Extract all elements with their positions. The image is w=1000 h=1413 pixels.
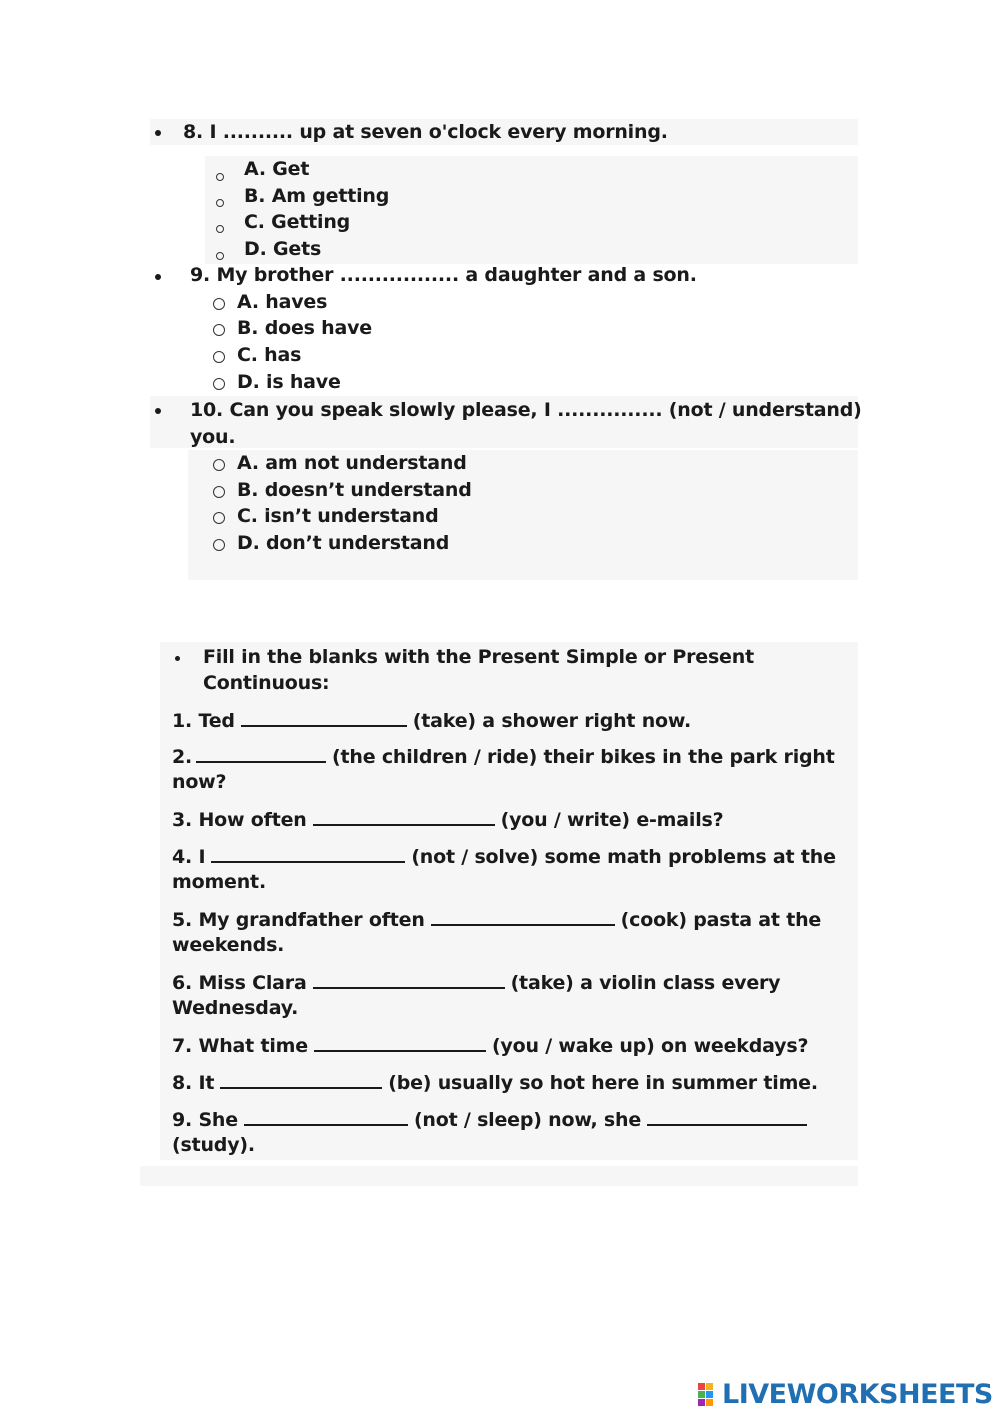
fill-item-8-end: (be) usually so hot here in summer time. — [388, 1072, 818, 1094]
question-10-option-b[interactable]: B. doesn’t understand — [237, 479, 472, 501]
fill-item-8-start: 8. It — [172, 1072, 215, 1094]
option-marker — [213, 324, 225, 336]
question-9-option-a[interactable]: A. haves — [237, 291, 328, 313]
blank-field[interactable] — [314, 1032, 486, 1052]
option-marker — [213, 378, 225, 390]
question-8-option-d[interactable]: D. Gets — [244, 238, 322, 260]
fill-item-2-start: 2. — [172, 746, 193, 768]
fill-item-4 — [172, 843, 836, 870]
fill-item-6-cont: Wednesday. — [172, 997, 299, 1019]
option-marker — [213, 459, 225, 471]
fill-item-5-end: (cook) pasta at the — [620, 909, 822, 931]
fill-blanks-bottom-shade — [140, 1166, 858, 1186]
fill-item-6-start: 6. Miss Clara — [172, 972, 307, 994]
fill-item-7-end: (you / wake up) on weekdays? — [491, 1035, 809, 1057]
option-marker — [216, 252, 224, 260]
fill-item-9 — [172, 1106, 813, 1133]
fill-item-1 — [172, 707, 691, 734]
bullet — [155, 408, 161, 414]
question-8-option-c[interactable]: C. Getting — [244, 211, 351, 233]
question-8-option-b[interactable]: B. Am getting — [244, 185, 390, 207]
fill-item-4-end: (not / solve) some math problems at the — [411, 846, 836, 868]
logo-mark-icon — [698, 1381, 720, 1407]
option-marker — [216, 225, 224, 233]
fill-item-6-end: (take) a violin class every — [510, 972, 781, 994]
option-marker — [213, 298, 225, 310]
fill-item-5-cont: weekends. — [172, 934, 285, 956]
fill-item-3-end: (you / write) e-mails? — [500, 809, 724, 831]
fill-item-3 — [172, 806, 723, 833]
fill-item-6 — [172, 969, 780, 996]
fill-item-7 — [172, 1032, 808, 1059]
logo-text: LIVEWORKSHEETS — [722, 1378, 993, 1410]
fill-item-8 — [172, 1069, 818, 1096]
blank-field[interactable] — [313, 806, 495, 826]
fill-item-2-cont: now? — [172, 771, 227, 793]
fill-item-5 — [172, 906, 821, 933]
option-marker — [216, 173, 224, 181]
fill-item-4-start: 4. I — [172, 846, 206, 868]
fill-item-9-cont: (study). — [172, 1134, 255, 1156]
question-8-text: 8. I .......... up at seven o'clock every morning. — [183, 121, 668, 143]
option-marker — [216, 199, 224, 207]
bullet — [175, 656, 180, 661]
blank-field[interactable] — [244, 1106, 408, 1126]
fill-item-2 — [172, 743, 835, 770]
blank-field[interactable] — [647, 1106, 807, 1126]
option-marker — [213, 351, 225, 363]
blank-field[interactable] — [220, 1069, 382, 1089]
option-marker — [213, 512, 225, 524]
fill-item-3-start: 3. How often — [172, 809, 307, 831]
option-marker — [213, 539, 225, 551]
liveworksheets-logo — [698, 1377, 993, 1411]
question-10-option-a[interactable]: A. am not understand — [237, 452, 467, 474]
bullet — [155, 130, 161, 136]
fill-item-4-cont: moment. — [172, 871, 266, 893]
fill-item-1-end: (take) a shower right now. — [412, 710, 692, 732]
question-9-option-c[interactable]: C. has — [237, 344, 302, 366]
fill-item-5-start: 5. My grandfather often — [172, 909, 425, 931]
blank-field[interactable] — [313, 969, 505, 989]
question-10-text-line2: you. — [190, 426, 236, 448]
question-9-option-b[interactable]: B. does have — [237, 317, 372, 339]
option-marker — [213, 486, 225, 498]
question-9-option-d[interactable]: D. is have — [237, 371, 341, 393]
fill-item-7-start: 7. What time — [172, 1035, 308, 1057]
fill-item-9-start: 9. She — [172, 1109, 238, 1131]
question-9-text: 9. My brother ................. a daughter and a son. — [190, 264, 697, 286]
fill-item-9-middle: (not / sleep) now, she — [413, 1109, 642, 1131]
question-10-text-line1: 10. Can you speak slowly please, I ............... (not / understand) — [190, 399, 862, 421]
instruction-line1: Fill in the blanks with the Present Simple or Present — [203, 646, 754, 668]
blank-field[interactable] — [241, 707, 407, 727]
instruction-line2: Continuous: — [203, 672, 330, 694]
question-10-option-c[interactable]: C. isn’t understand — [237, 505, 439, 527]
blank-field[interactable] — [211, 843, 405, 863]
fill-item-1-start: 1. Ted — [172, 710, 235, 732]
blank-field[interactable] — [431, 906, 615, 926]
question-10-option-d[interactable]: D. don’t understand — [237, 532, 450, 554]
question-8-option-a[interactable]: A. Get — [244, 158, 310, 180]
blank-field[interactable] — [196, 743, 326, 763]
bullet — [155, 274, 161, 280]
fill-item-2-end: (the children / ride) their bikes in the park right — [332, 746, 835, 768]
